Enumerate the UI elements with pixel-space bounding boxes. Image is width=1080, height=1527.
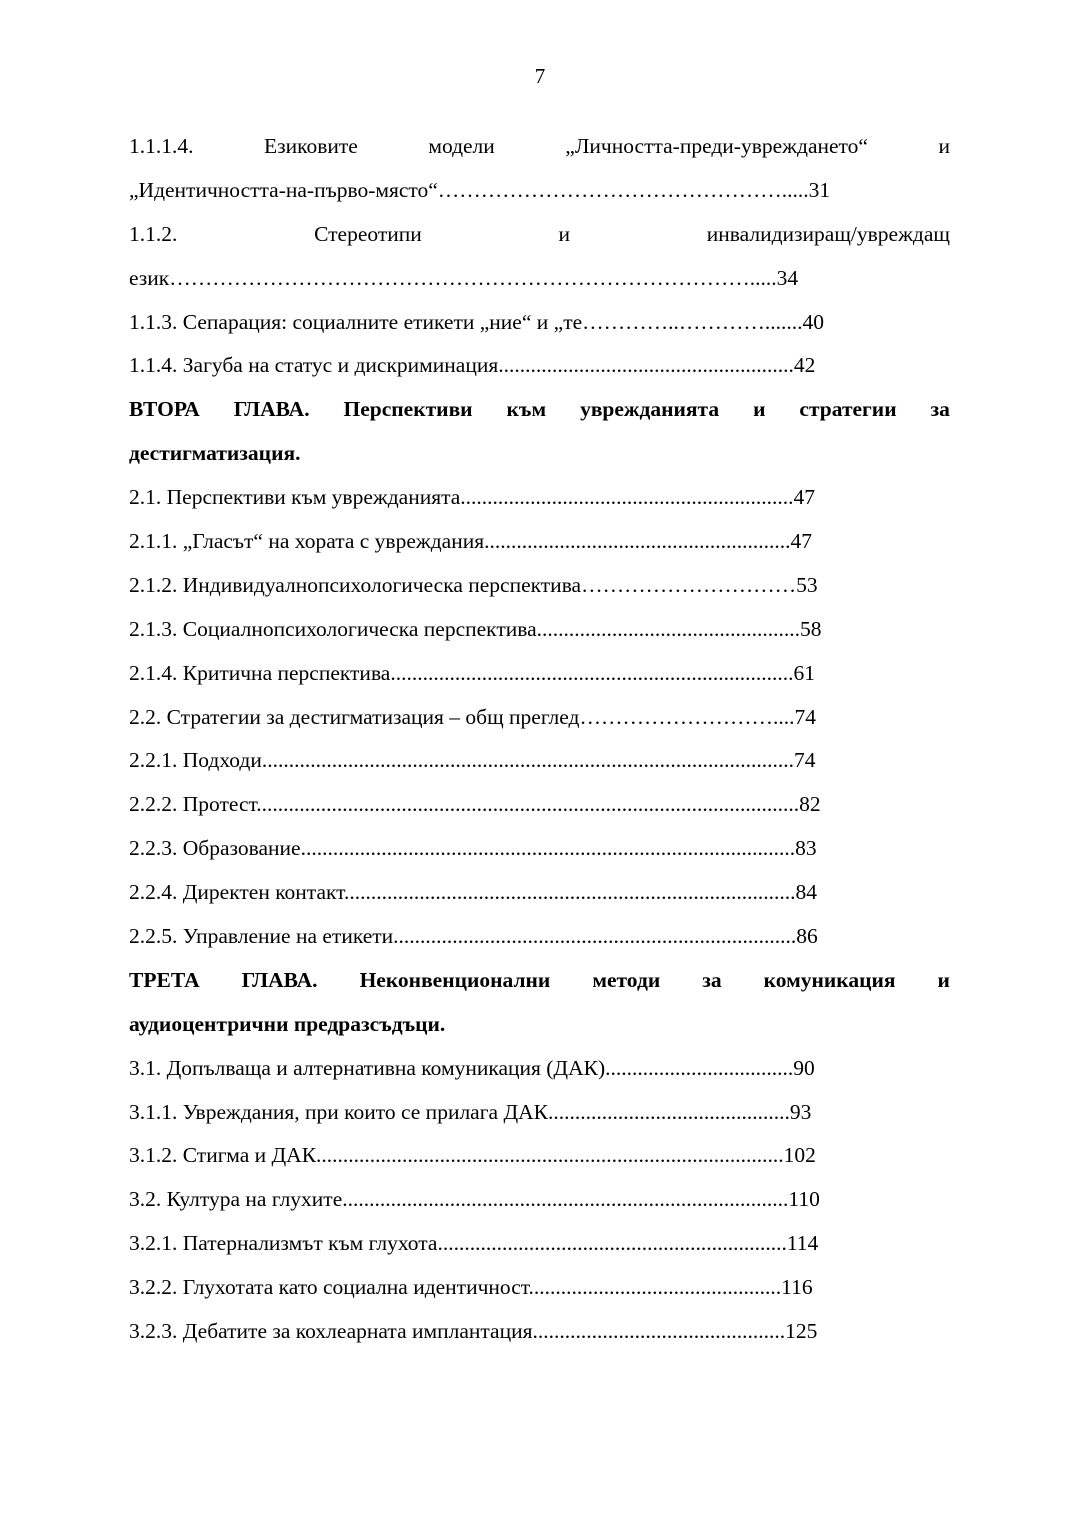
toc-word: към: [506, 397, 547, 422]
toc-entry-text: 2.2.4. Директен контакт....................................................................................84: [129, 880, 817, 905]
toc-entry-text: 2.2.5. Управление на етикети...........................................................................86: [129, 924, 818, 949]
toc-word: и: [937, 967, 950, 992]
toc-entry-text: 2.2. Стратегии за дестигматизация – общ преглед………………………....74: [129, 704, 816, 729]
toc-line: [129, 783, 950, 827]
toc-line: [129, 213, 950, 257]
toc-word: 1.1.1.4.: [129, 134, 194, 158]
toc-entry-text: 3.2. Култура на глухите...................................................................................110: [129, 1187, 820, 1212]
toc-line: [129, 871, 950, 915]
toc-word: ГЛАВА.: [233, 397, 310, 422]
toc-line: [129, 564, 950, 608]
toc-entry-text: 1.1.3. Сепарация: социалните етикети „ние“ и „те…………..………….......40: [129, 309, 825, 334]
toc-line: [129, 739, 950, 783]
toc-entry-text: 2.2.1. Подходи...................................................................................................74: [129, 748, 816, 773]
toc-line: [129, 652, 950, 696]
toc-entry-text: 2.2.2. Протест.....................................................................................................82: [129, 792, 821, 817]
chapter-heading-text: дестигматизация.: [129, 441, 301, 466]
toc-word: 1.1.2.: [129, 221, 178, 246]
toc-line: [129, 608, 950, 652]
toc-entry-text: 3.1. Допълваща и алтернативна комуникация (ДАК)...................................90: [129, 1055, 815, 1080]
toc-line: [129, 257, 950, 301]
toc-word: Езиковите: [264, 134, 358, 158]
toc-entry-text: език……………………………………………………………………….....34: [129, 265, 799, 290]
toc-line: [129, 1310, 950, 1354]
toc-word: за: [930, 397, 950, 422]
chapter-heading: [129, 388, 950, 432]
toc-entry-text: 2.1.4. Критична перспектива...........................................................................61: [129, 660, 815, 685]
toc-entry-text: 3.2.3. Дебатите за кохлеарната имплантация...............................................125: [129, 1319, 818, 1344]
toc-word: ВТОРА: [129, 397, 200, 422]
toc-word: комуникация: [763, 967, 896, 992]
toc-line: [129, 476, 950, 520]
toc-word: методи: [592, 967, 661, 992]
toc-word: стратегии: [799, 397, 897, 422]
toc-word: Стереотипи: [314, 221, 422, 246]
toc-entry-text: 2.2.3. Образование............................................................................................83: [129, 836, 817, 861]
toc-line: [129, 520, 950, 564]
toc-line: [129, 1134, 950, 1178]
toc-word: „Личността-преди-увреждането“: [565, 134, 868, 158]
toc-line: [129, 169, 950, 213]
toc-line: [129, 827, 950, 871]
toc-word: уврежданията: [580, 397, 720, 422]
toc-line: [129, 1222, 950, 1266]
toc-word: Неконвенционални: [359, 967, 551, 992]
toc-line: [129, 301, 950, 345]
toc-word: за: [702, 967, 722, 992]
toc-entry-text: 3.1.1. Увреждания, при които се прилага ДАК.............................................93: [129, 1099, 812, 1124]
chapter-heading-text: [129, 959, 950, 1003]
toc-word: и: [938, 134, 950, 158]
toc-line: [129, 1178, 950, 1222]
toc-entry-text: 2.1.2. Индивидуалнопсихологическа перспектива…………………………53: [129, 572, 818, 597]
toc-line: [129, 1266, 950, 1310]
toc-line: [129, 1047, 950, 1091]
toc-line: [129, 915, 950, 959]
toc-word: ГЛАВА.: [241, 967, 318, 992]
toc-line: [129, 1091, 950, 1135]
toc-entry-text: 2.1.3. Социалнопсихологическа перспектива.................................................58: [129, 616, 822, 641]
chapter-heading-text: аудиоцентрични предразсъдъци.: [129, 1011, 446, 1036]
toc-entry-text: 1.1.4. Загуба на статус и дискриминация.......................................................42: [129, 353, 816, 378]
toc-entry-text: [129, 213, 950, 257]
chapter-heading: [129, 1003, 950, 1047]
toc-word: ТРЕТА: [129, 967, 200, 992]
toc-word: Перспективи: [343, 397, 473, 422]
toc-entry-text: 3.2.2. Глухотата като социална идентичност...............................................116: [129, 1275, 813, 1300]
chapter-heading: [129, 432, 950, 476]
table-of-contents: [129, 125, 950, 1354]
page-number: 7: [534, 64, 546, 88]
toc-entry-text: 3.2.1. Патернализмът към глухота.................................................................114: [129, 1231, 819, 1256]
toc-word: инвалидизиращ/увреждащ: [706, 221, 950, 246]
toc-entry-text: „Идентичността-на-първо-място“………………………………………….....31: [129, 177, 831, 202]
toc-line: [129, 344, 950, 388]
toc-line: [129, 125, 950, 169]
toc-entry-text: 2.1. Перспективи към уврежданията..............................................................47: [129, 485, 816, 510]
toc-word: и: [753, 397, 766, 422]
toc-word: и: [558, 221, 571, 246]
toc-entry-text: [129, 125, 950, 169]
toc-entry-text: 2.1.1. „Гласът“ на хората с увреждания.........................................................47: [129, 529, 812, 554]
toc-word: модели: [428, 134, 495, 158]
toc-line: [129, 696, 950, 740]
chapter-heading: [129, 959, 950, 1003]
chapter-heading-text: [129, 388, 950, 432]
toc-entry-text: 3.1.2. Стигма и ДАК.......................................................................................102: [129, 1143, 816, 1168]
